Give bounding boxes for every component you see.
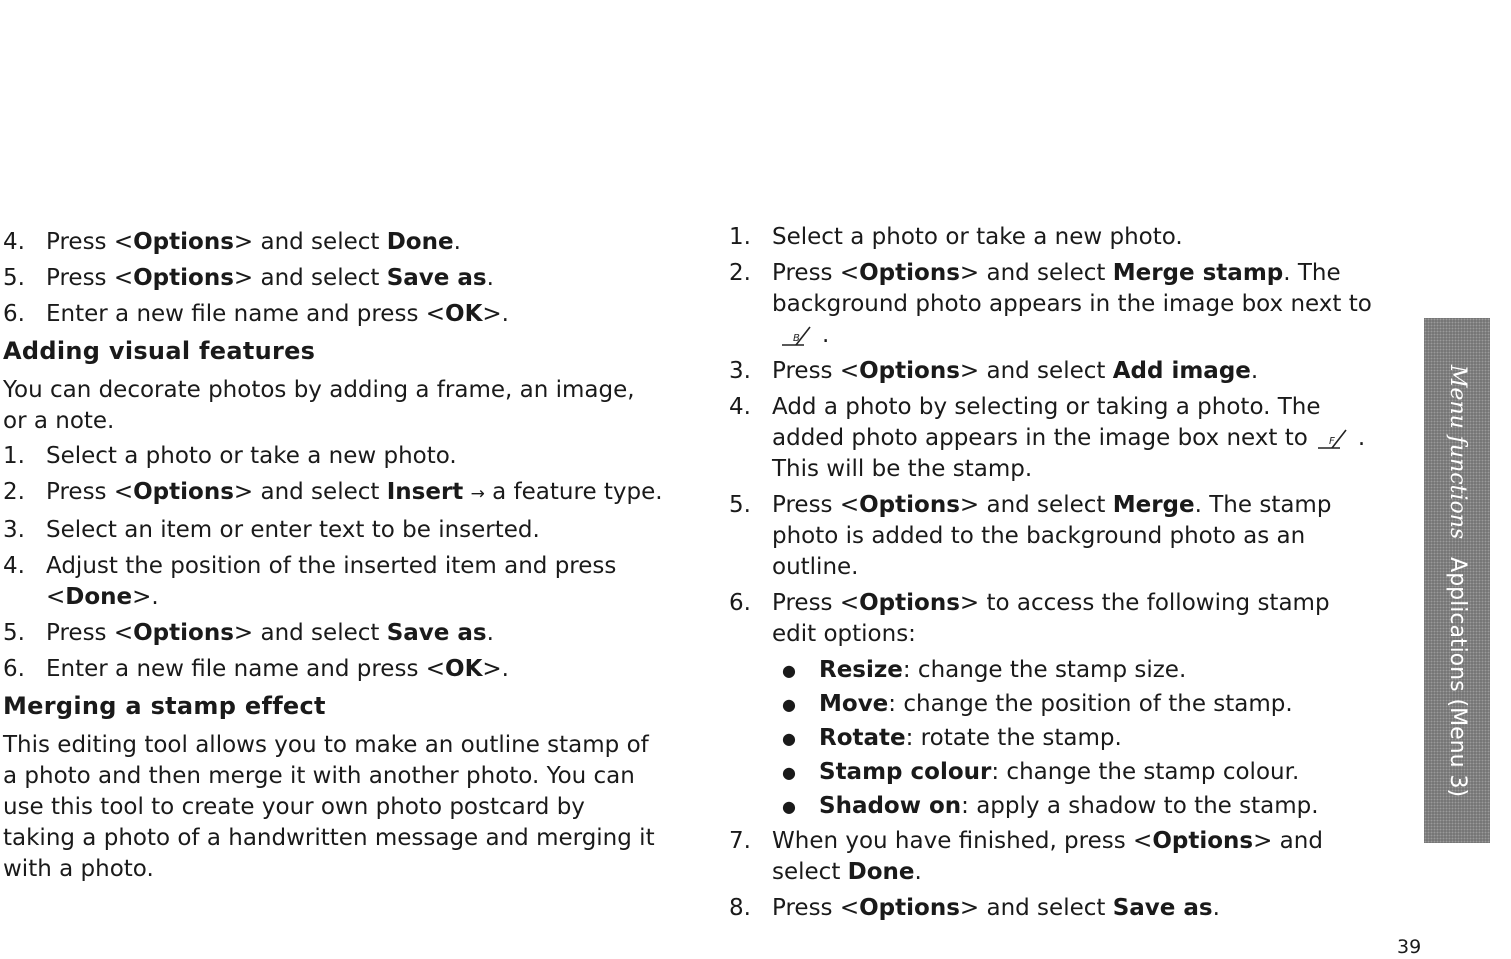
step-text: . <box>453 229 461 255</box>
chapter-side-tab <box>1424 318 1490 843</box>
option-term: Rotate <box>819 725 906 751</box>
bullet-icon: ● <box>782 729 796 748</box>
list-item <box>729 757 1379 788</box>
step-text: Press < <box>772 895 860 921</box>
option-description: : change the stamp size. <box>902 657 1187 683</box>
step-number: 3. <box>3 517 25 543</box>
option-term: Resize <box>819 657 903 683</box>
step-text: > and select <box>233 620 387 646</box>
menu-item-name: Save as <box>1112 895 1213 921</box>
key-name: OK <box>445 656 483 682</box>
step-text: Enter a new file name and press < <box>46 301 446 327</box>
step-number: 8. <box>729 895 751 921</box>
step-text: . The stamp photo is added to the background photo as an outline. <box>772 492 1332 580</box>
step-text: . <box>822 322 830 348</box>
step-right-3 <box>729 356 1379 387</box>
key-name: Options <box>859 492 960 518</box>
option-description: : rotate the stamp. <box>905 725 1122 751</box>
step-number: 5. <box>729 492 751 518</box>
step-number: 3. <box>729 358 751 384</box>
step-left-a6 <box>3 299 663 330</box>
heading-merging-stamp-effect: Merging a stamp effect <box>3 692 326 720</box>
arrow-right-icon: → <box>470 484 485 504</box>
right-column <box>729 222 1379 929</box>
step-number: 4. <box>3 553 25 579</box>
step-text: > and select <box>233 229 387 255</box>
step-text: . The background photo appears in the image box next to <box>772 260 1372 317</box>
step-number: 5. <box>3 265 25 291</box>
option-term: Stamp colour <box>819 759 992 785</box>
key-name: Options <box>859 590 960 616</box>
side-tab-menu-functions: Menu functions <box>1445 364 1470 539</box>
option-description: : apply a shadow to the stamp. <box>961 793 1319 819</box>
step-right-2 <box>729 258 1379 351</box>
step-number: 4. <box>3 229 25 255</box>
bullet-icon: ● <box>782 661 796 680</box>
step-text: > and select <box>959 895 1113 921</box>
step-text: > and select <box>233 265 387 291</box>
step-number: 7. <box>729 828 751 854</box>
step-text: Press < <box>46 479 134 505</box>
step-right-5 <box>729 490 1379 583</box>
step-left-a5 <box>3 263 663 294</box>
step-text: . <box>1250 358 1259 384</box>
step-text: Enter a new file name and press < <box>46 656 446 682</box>
stamp-image-slot-icon <box>1314 427 1354 451</box>
step-text: . <box>914 859 922 885</box>
list-item <box>729 791 1379 822</box>
step-text: >. <box>482 301 509 327</box>
step-left-a4 <box>3 227 663 258</box>
step-number: 5. <box>3 620 25 646</box>
step-text: a feature type. <box>484 479 663 505</box>
step-left-b3 <box>3 515 663 546</box>
step-left-b1 <box>3 441 663 472</box>
step-text: >. <box>482 656 509 682</box>
step-text: Press < <box>46 229 134 255</box>
step-text: Add a photo by selecting or taking a photo. The added photo appears in the image box next to <box>772 394 1321 451</box>
side-tab-applications: Applications (Menu 3) <box>1445 556 1470 797</box>
left-column <box>3 227 663 889</box>
heading-adding-visual-features: Adding visual features <box>3 337 316 365</box>
step-text: . <box>1212 895 1220 921</box>
step-text: . <box>486 265 494 291</box>
step-text: Press < <box>772 590 860 616</box>
key-name: Options <box>133 620 234 646</box>
step-text: Adjust the position of the inserted item and press < <box>46 553 617 610</box>
step-text: > and select <box>233 479 387 505</box>
step-number: 4. <box>729 394 751 420</box>
menu-item-name: Insert <box>386 479 464 505</box>
key-name: Options <box>859 358 960 384</box>
key-name: Options <box>133 265 234 291</box>
step-left-b2 <box>3 477 663 510</box>
step-left-b4 <box>3 551 663 613</box>
step-number: 6. <box>3 301 25 327</box>
key-name: Options <box>859 260 960 286</box>
step-right-1 <box>729 222 1379 253</box>
stamp-options-list <box>729 655 1379 822</box>
key-name: OK <box>445 301 483 327</box>
svg-text:B: B <box>793 333 800 344</box>
step-text: Select an item or enter text to be inserted. <box>46 517 540 543</box>
option-term: Shadow on <box>819 793 962 819</box>
key-name: Options <box>133 229 234 255</box>
step-right-6 <box>729 588 1379 650</box>
step-text: >. <box>132 584 159 610</box>
step-text: Press < <box>772 492 860 518</box>
step-right-8 <box>729 893 1379 924</box>
svg-text:F: F <box>1328 436 1335 447</box>
bullet-icon: ● <box>782 695 796 714</box>
step-text: Select a photo or take a new photo. <box>772 224 1183 250</box>
menu-item-name: Merge stamp <box>1112 260 1284 286</box>
step-number: 1. <box>729 224 751 250</box>
bullet-icon: ● <box>782 797 796 816</box>
key-name: Options <box>859 895 960 921</box>
step-text: When you have finished, press < <box>772 828 1153 854</box>
step-text: > and select <box>959 260 1113 286</box>
step-text: . This will be the stamp. <box>772 425 1366 482</box>
menu-item-name: Add image <box>1112 358 1251 384</box>
step-text: Select a photo or take a new photo. <box>46 443 457 469</box>
step-text: Press < <box>772 358 860 384</box>
step-number: 1. <box>3 443 25 469</box>
page-number: 39 <box>1397 936 1422 958</box>
step-left-b5 <box>3 618 663 649</box>
menu-item-name: Done <box>847 859 915 885</box>
step-number: 2. <box>729 260 751 286</box>
list-item <box>729 689 1379 720</box>
option-description: : change the position of the stamp. <box>888 691 1293 717</box>
background-image-slot-icon <box>778 324 818 348</box>
key-name: Options <box>1152 828 1254 854</box>
step-text: Press < <box>46 620 134 646</box>
menu-item-name: Merge <box>1112 492 1195 518</box>
step-right-7 <box>729 826 1379 888</box>
step-number: 6. <box>729 590 751 616</box>
step-text: Press < <box>46 265 134 291</box>
step-number: 2. <box>3 479 25 505</box>
menu-item-name: Done <box>386 229 454 255</box>
visual-intro-paragraph: You can decorate photos by adding a frame, an image, or a note. <box>3 377 635 434</box>
step-text: > and select <box>959 358 1113 384</box>
option-term: Move <box>819 691 889 717</box>
step-left-b6 <box>3 654 663 685</box>
step-text: > and select <box>959 492 1113 518</box>
step-text: Press < <box>772 260 860 286</box>
key-name: Done <box>65 584 133 610</box>
list-item <box>729 655 1379 686</box>
step-text: > to access the following stamp edit options: <box>772 590 1330 647</box>
step-number: 6. <box>3 656 25 682</box>
step-text: > and select <box>772 828 1323 885</box>
bullet-icon: ● <box>782 763 796 782</box>
option-description: : change the stamp colour. <box>991 759 1300 785</box>
key-name: Options <box>133 479 234 505</box>
list-item <box>729 723 1379 754</box>
step-right-4 <box>729 392 1379 485</box>
menu-item-name: Save as <box>386 265 487 291</box>
step-text: . <box>486 620 494 646</box>
menu-item-name: Save as <box>386 620 487 646</box>
stamp-intro-paragraph: This editing tool allows you to make an outline stamp of a photo and then merge it with another photo. You can use this tool to create your own photo postcard by taking a photo of a handwritten message and merging it with a photo. <box>3 732 655 882</box>
side-tab-label <box>1444 364 1470 796</box>
